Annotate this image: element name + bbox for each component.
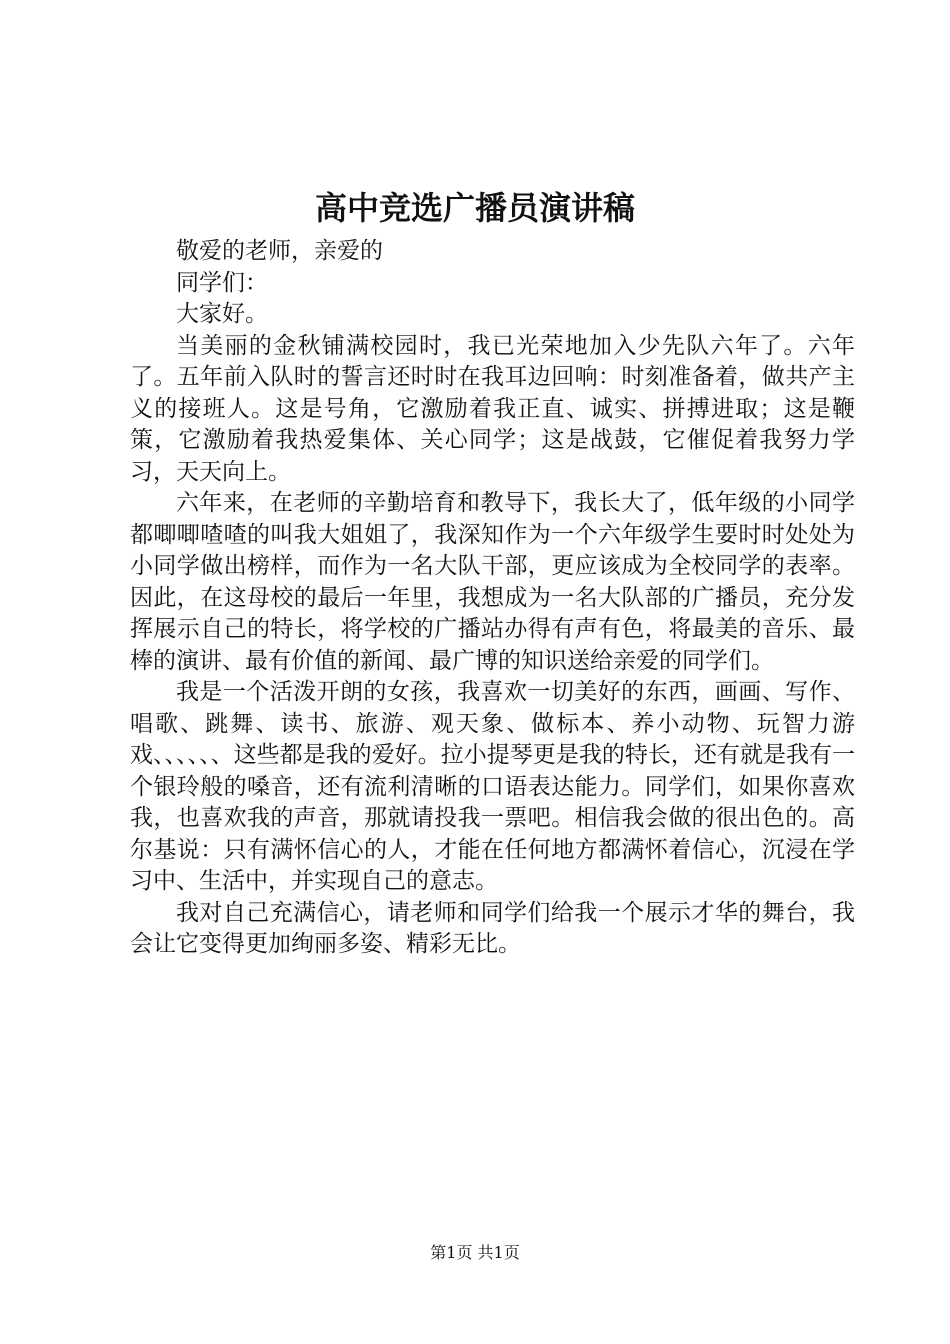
paragraph-2: 六年来，在老师的辛勤培育和教导下，我长大了，低年级的小同学都唧唧喳喳的叫我大姐姐了，我深知作为一个六年级学生要时时处处为小同学做出榜样，而作为一名大队干部，更应该成为全校同学的表率。因此，在这母校的最后一年里，我想成为一名大队部的广播员，充分发挥展示自己的特长，将学校的广播站办得有声有色，将最美的音乐、最棒的演讲、最有价值的新闻、最广博的知识送给亲爱的同学们。	[130, 490, 855, 674]
paragraph-3: 我是一个活泼开朗的女孩，我喜欢一切美好的东西，画画、写作、唱歌、跳舞、读书、旅游、观天象、做标本、养小动物、玩智力游戏、、、、、、这些都是我的爱好。拉小提琴更是我的特长，还有就是我有一个银玲般的嗓音，还有流利清晰的口语表达能力。同学们，如果你喜欢我，也喜欢我的声音，那就请投我一票吧。相信我会做的很出色的。高尔基说：只有满怀信心的人，才能在任何地方都满怀着信心，沉浸在学习中、生活中，并实现自己的意志。	[130, 679, 855, 894]
greeting-line: 大家好。	[176, 301, 268, 327]
page-footer: 第1页 共1页	[430, 1243, 520, 1262]
salutation-line-2: 同学们：	[176, 269, 268, 296]
salutation-line-1: 敬爱的老师，亲爱的	[176, 238, 383, 264]
document-body	[130, 236, 855, 961]
document-title: 高中竞选广播员演讲稿	[314, 189, 635, 227]
paragraph-1: 当美丽的金秋铺满校园时，我已光荣地加入少先队六年了。六年了。五年前入队时的誓言还时时在我耳边回响：时刻准备着，做共产主义的接班人。这是号角，它激励着我正直、诚实、拼搏进取；这是鞭策，它激励着我热爱集体、关心同学；这是战鼓，它催促着我努力学习，天天向上。	[130, 332, 855, 485]
paragraph-4: 我对自己充满信心，请老师和同学们给我一个展示才华的舞台，我会让它变得更加绚丽多姿、精彩无比。	[130, 899, 855, 957]
